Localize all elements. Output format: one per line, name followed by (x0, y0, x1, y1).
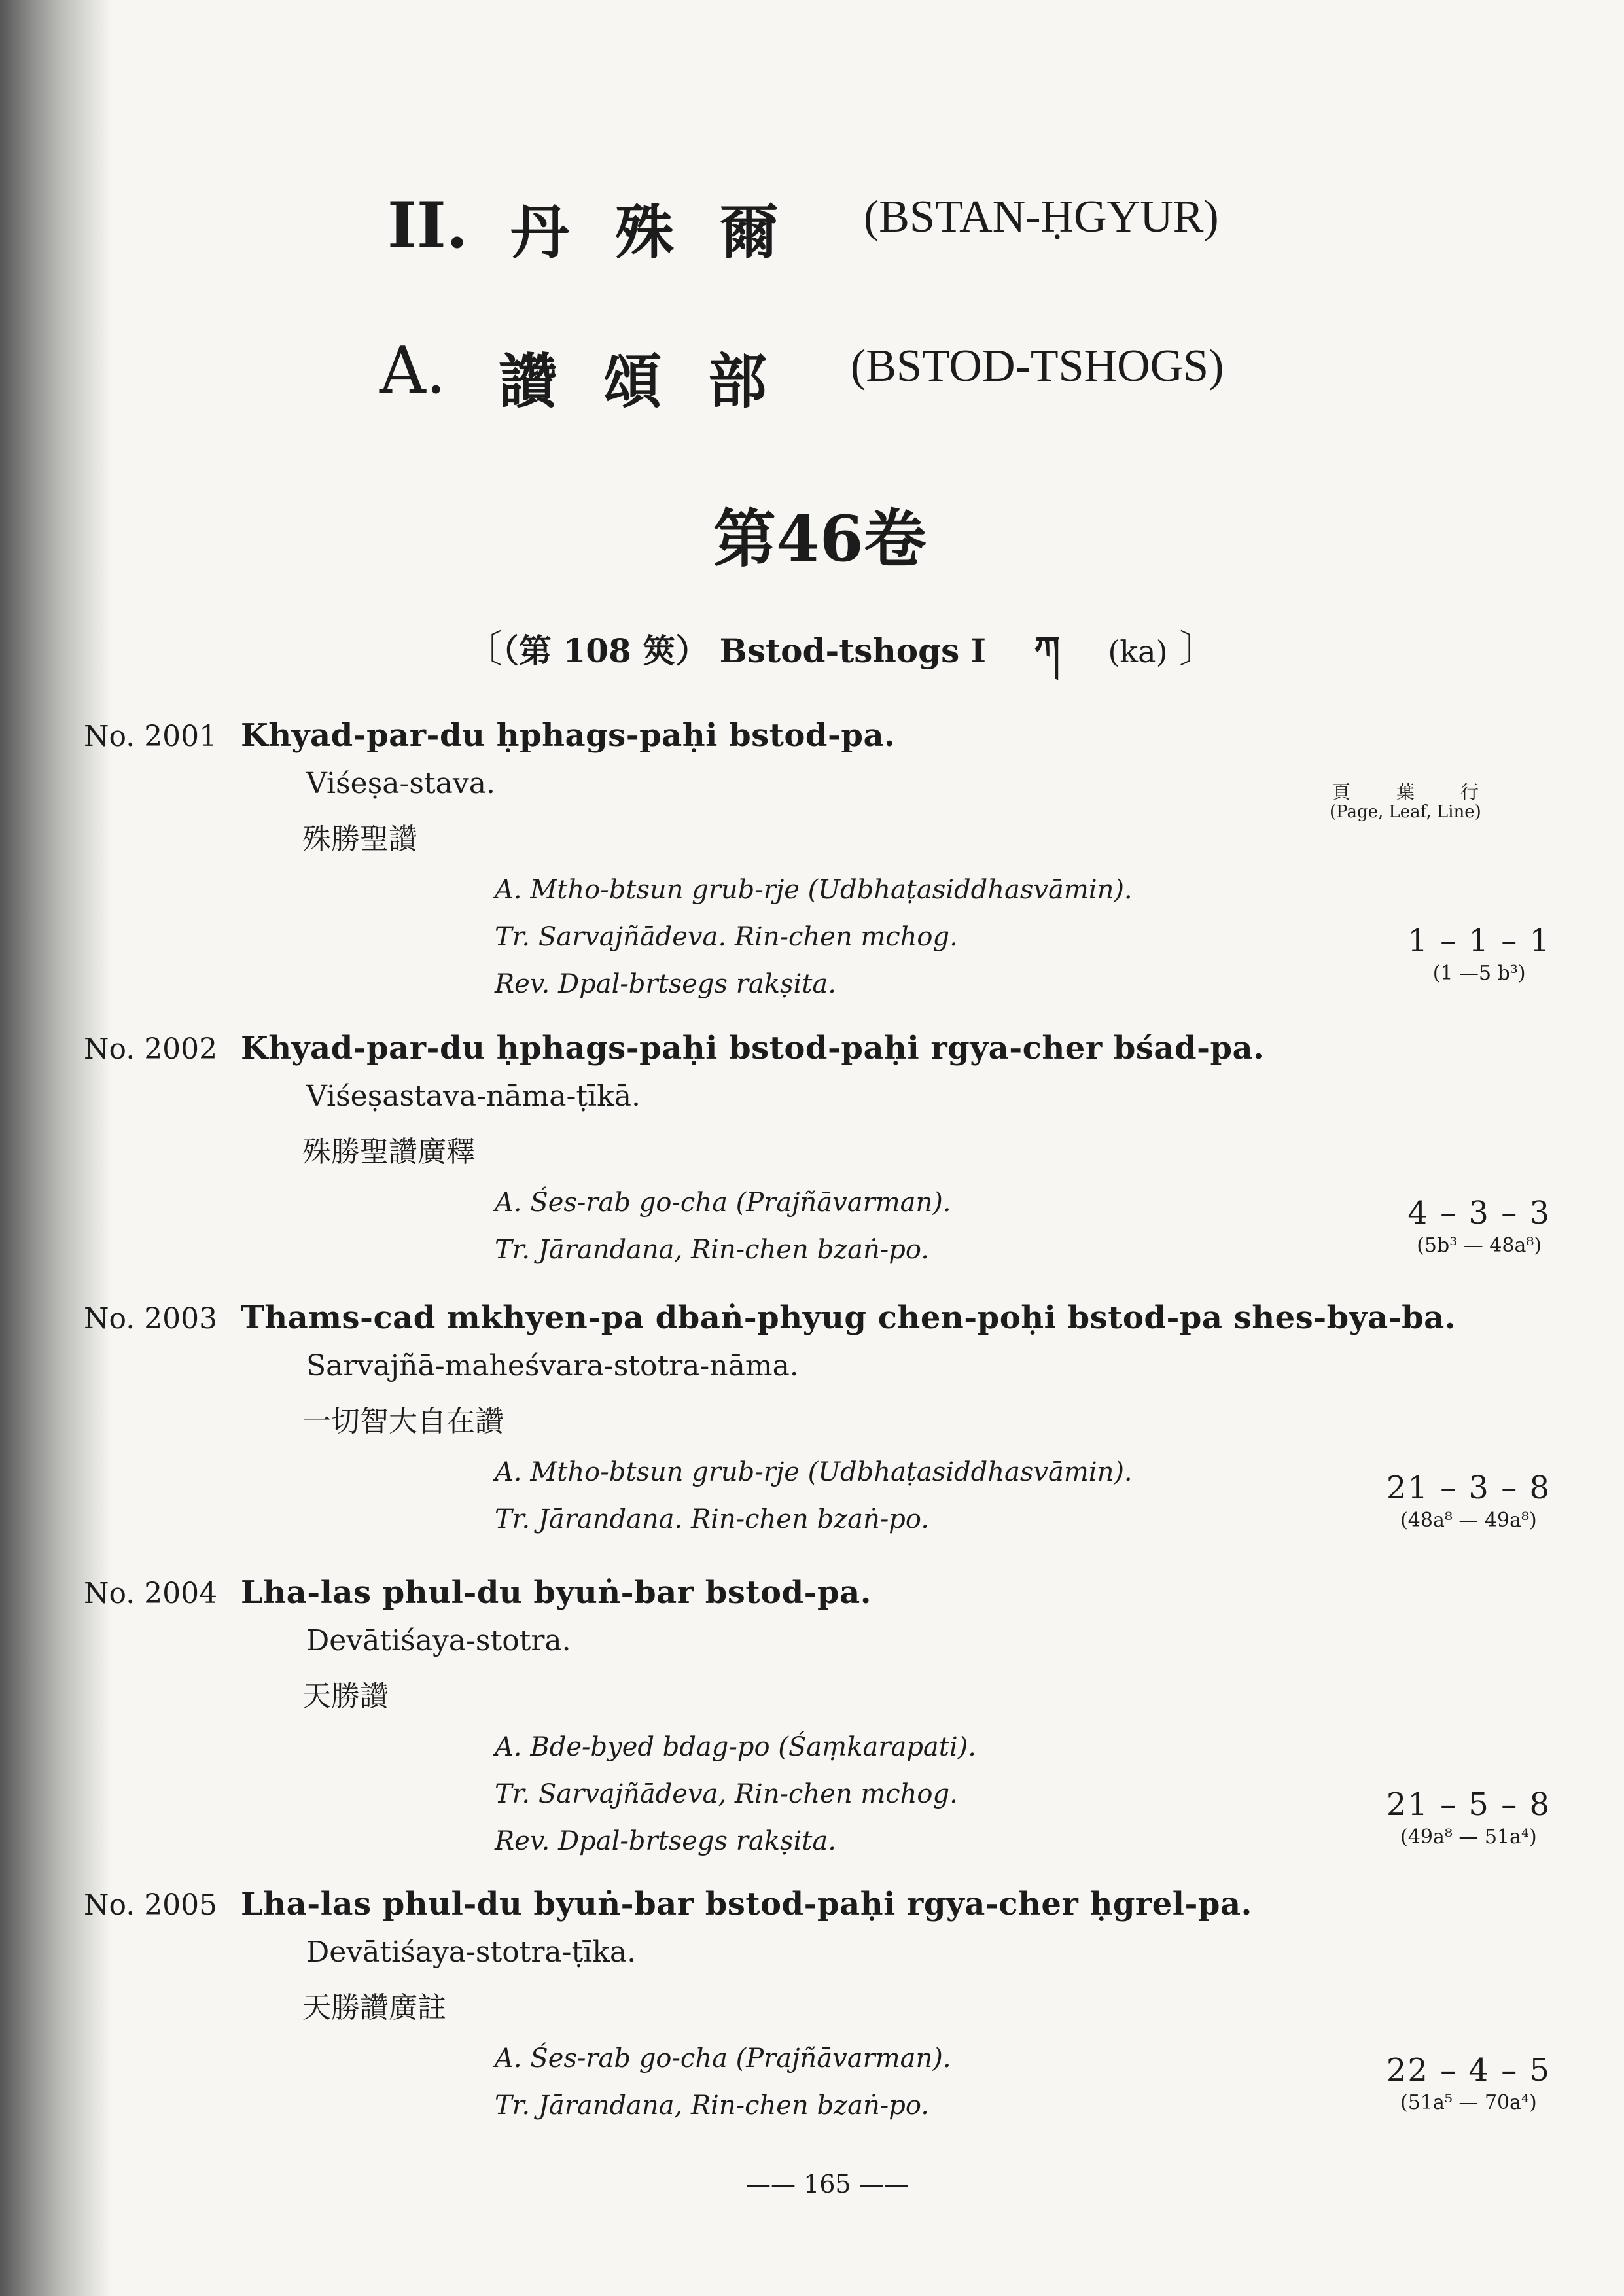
legend-latin: (Page, Leaf, Line) (1330, 802, 1481, 822)
volume-title: 第46卷 (713, 502, 927, 576)
entry-number: No. 2003 (84, 1302, 218, 1335)
folio-range: (48a⁸ — 49a⁸) (1400, 1509, 1537, 1532)
entry-credits (495, 1723, 976, 1865)
entry-title: Khyad-par-du ḥphags-paḥi bstod-pa. (241, 717, 896, 754)
entry-location (1386, 1786, 1551, 1848)
section-title-latin: (BSTOD-TSHOGS) (851, 341, 1224, 391)
entry-location (1386, 2052, 1551, 2114)
volume-subtitle (465, 609, 1217, 712)
tibetan-letter: ཀ (1034, 628, 1060, 671)
entry-number: No. 2001 (84, 720, 218, 753)
close-bracket: 〕 (1178, 627, 1217, 671)
entry-location (1407, 1195, 1551, 1257)
entry-reviser: Rev. Dpal-brtsegs rakṣita. (495, 969, 836, 999)
entry-translator: Tr. Jārandana. Rin-chen bzaṅ-po. (495, 1504, 929, 1534)
case-number: （第 108 筴） (503, 631, 709, 670)
folio-range: (1 —5 b³) (1432, 962, 1526, 985)
entry-chinese: 天勝讚廣註 (302, 1991, 446, 2024)
page-leaf-line: 1 – 1 – 1 (1407, 923, 1551, 959)
folio-range: (51a⁵ — 70a⁴) (1400, 2091, 1537, 2114)
entry-title: Lha-las phul-du byuṅ-bar bstod-pa. (241, 1574, 872, 1611)
entry-sanskrit: Viśeṣa-stava. (306, 767, 495, 800)
entry-author: A. Śes-rab go-cha (Prajñāvarman). (495, 1188, 951, 1218)
entry-chinese: 殊勝聖讚廣釋 (302, 1135, 475, 1169)
page-number: —— 165 —— (746, 2170, 909, 2199)
section-letter: A. (380, 334, 446, 408)
entry-sanskrit: Devātiśaya-stotra. (306, 1624, 571, 1657)
legend-chinese: 頁葉行 (1332, 781, 1525, 803)
page-leaf-line: 21 – 3 – 8 (1386, 1470, 1551, 1506)
entry-number: No. 2002 (84, 1033, 218, 1066)
entry-author: A. Mtho-btsun grub-rje (Udbhaṭasiddhasvāmin). (495, 1457, 1133, 1487)
entry-sanskrit: Viśeṣastava-nāma-ṭīkā. (306, 1080, 641, 1113)
folio-range: (49a⁸ — 51a⁴) (1400, 1826, 1537, 1848)
entry-translator: Tr. Sarvajñādeva. Rin-chen mchog. (495, 922, 958, 952)
entry-title: Khyad-par-du ḥphags-paḥi bstod-paḥi rgya-cher bśad-pa. (241, 1030, 1265, 1067)
entry-translator: Tr. Jārandana, Rin-chen bzaṅ-po. (495, 1235, 929, 1265)
entry-author: A. Śes-rab go-cha (Prajñāvarman). (495, 2043, 951, 2074)
entry-chinese: 天勝讚 (302, 1680, 389, 1713)
open-bracket: 〔 (465, 627, 503, 671)
entry-credits (495, 866, 1133, 1008)
entry-credits (495, 1179, 951, 1273)
entry-credits (495, 1449, 1133, 1543)
page-leaf-line: 22 – 4 – 5 (1386, 2052, 1551, 2089)
entry-chinese: 一切智大自在讚 (302, 1405, 504, 1438)
entry-author: A. Mtho-btsun grub-rje (Udbhaṭasiddhasvāmin). (495, 875, 1133, 905)
entry-location (1407, 923, 1551, 985)
page-leaf-line: 4 – 3 – 3 (1407, 1195, 1551, 1231)
entry-translator: Tr. Sarvajñādeva, Rin-chen mchog. (495, 1779, 958, 1809)
entry-location (1386, 1470, 1551, 1532)
page-leaf-line: 21 – 5 – 8 (1386, 1786, 1551, 1823)
volume-name: Bstod-tshogs I (719, 631, 987, 670)
volume-letter: (ka) (1108, 634, 1168, 669)
column-legend (1330, 781, 1525, 822)
entry-title: Thams-cad mkhyen-pa dbaṅ-phyug chen-poḥi bstod-pa shes-bya-ba. (241, 1299, 1456, 1336)
entry-translator: Tr. Jārandana, Rin-chen bzaṅ-po. (495, 2091, 929, 2121)
part-numeral: II. (387, 188, 468, 262)
entry-title: Lha-las phul-du byuṅ-bar bstod-paḥi rgya-cher ḥgrel-pa. (241, 1886, 1252, 1922)
section-title-chinese: 讚頌部 (499, 347, 813, 416)
folio-range: (5b³ — 48a⁸) (1417, 1234, 1542, 1257)
entry-chinese: 殊勝聖讚 (302, 822, 417, 856)
entry-author: A. Bde-byed bdag-po (Śaṃkarapati). (495, 1732, 976, 1762)
entry-number: No. 2005 (84, 1888, 218, 1922)
entry-sanskrit: Devātiśaya-stotra-ṭīka. (306, 1935, 637, 1969)
entry-reviser: Rev. Dpal-brtsegs rakṣita. (495, 1826, 836, 1856)
entry-number: No. 2004 (84, 1577, 218, 1610)
part-title-latin: (BSTAN-ḤGYUR) (864, 192, 1219, 242)
part-title-chinese: 丹殊爾 (510, 198, 824, 267)
entry-credits (495, 2035, 951, 2129)
entry-sanskrit: Sarvajñā-maheśvara-stotra-nāma. (306, 1349, 799, 1383)
